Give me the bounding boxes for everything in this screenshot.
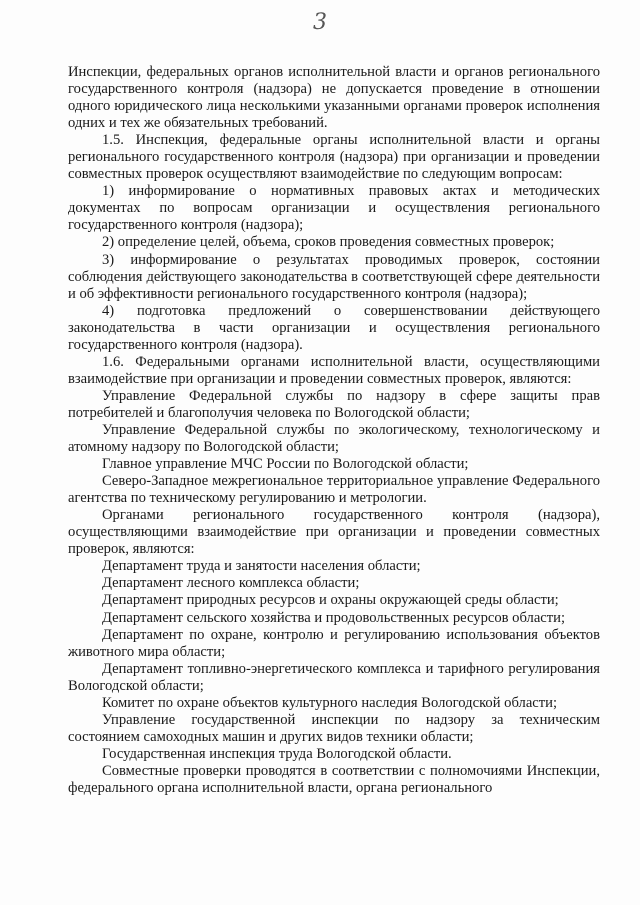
paragraph: Инспекции, федеральных органов исполнительной власти и органов регионального государственного контроля (надзора) не допускается проведение в отношении одного юридического лица несколькими указанными органами проверок исполнения одних и тех же обязательных требований. [68, 64, 600, 132]
paragraph: Управление Федеральной службы по экологическому, технологическому и атомному надзору по Вологодской области; [68, 421, 600, 456]
paragraph: 2) определение целей, объема, сроков проведения совместных проверок; [102, 234, 555, 251]
paragraph: Департамент лесного комплекса области; [102, 575, 360, 592]
document-body [68, 64, 600, 797]
paragraph: Департамент сельского хозяйства и продовольственных ресурсов области; [102, 609, 566, 626]
paragraph: 3) информирование о результатах проводимых проверок, состоянии соблюдения действующего законодательства в соответствующей сфере деятельности и об эффективности регионального государственного контроля (надзора); [68, 251, 600, 302]
paragraph: Департамент труда и занятости населения области; [102, 558, 421, 575]
paragraph: Департамент топливно-энергетического комплекса и тарифного регулирования Вологодской области; [68, 660, 600, 694]
page-number: 3 [313, 10, 327, 35]
paragraph: Главное управление МЧС России по Вологодской области; [102, 456, 469, 473]
paragraph: 1.6. Федеральными органами исполнительной власти, осуществляющими взаимодействие при организации и проведении совместных проверок, являются: [68, 353, 600, 387]
paragraph: Комитет по охране объектов культурного наследия Вологодской области; [102, 694, 558, 711]
paragraph: Департамент природных ресурсов и охраны окружающей среды области; [102, 592, 559, 609]
paragraph: Управление государственной инспекции по надзору за техническим состоянием самоходных машин и других видов техники области; [68, 711, 600, 745]
paragraph: 1) информирование о нормативных правовых актах и методических документах по вопросам организации и осуществления регионального государственного контроля (надзора); [68, 183, 600, 234]
paragraph: 1.5. Инспекция, федеральные органы исполнительной власти и органы регионального государственного контроля (надзора) при организации и проведении совместных проверок осуществляют взаимодействие по следующим вопросам: [68, 132, 600, 183]
paragraph: Северо-Западное межрегиональное территориальное управление Федерального агентства по техническому регулированию и метрологии. [68, 473, 600, 507]
paragraph: Департамент по охране, контролю и регулированию использования объектов животного мира области; [68, 626, 600, 660]
paragraph: Совместные проверки проводятся в соответствии с полномочиями Инспекции, федерального органа исполнительной власти, органа регионального [68, 762, 600, 796]
paragraph: Органами регионального государственного контроля (надзора), осуществляющими взаимодействие при организации и проведении совместных проверок, являются: [68, 507, 600, 558]
paragraph: Государственная инспекция труда Вологодской области. [102, 745, 452, 762]
paragraph: 4) подготовка предложений о совершенствовании действующего законодательства в части организации и осуществления регионального государственного контроля (надзора). [68, 302, 600, 353]
paragraph: Управление Федеральной службы по надзору в сфере защиты прав потребителей и благополучия человека по Вологодской области; [68, 387, 600, 421]
